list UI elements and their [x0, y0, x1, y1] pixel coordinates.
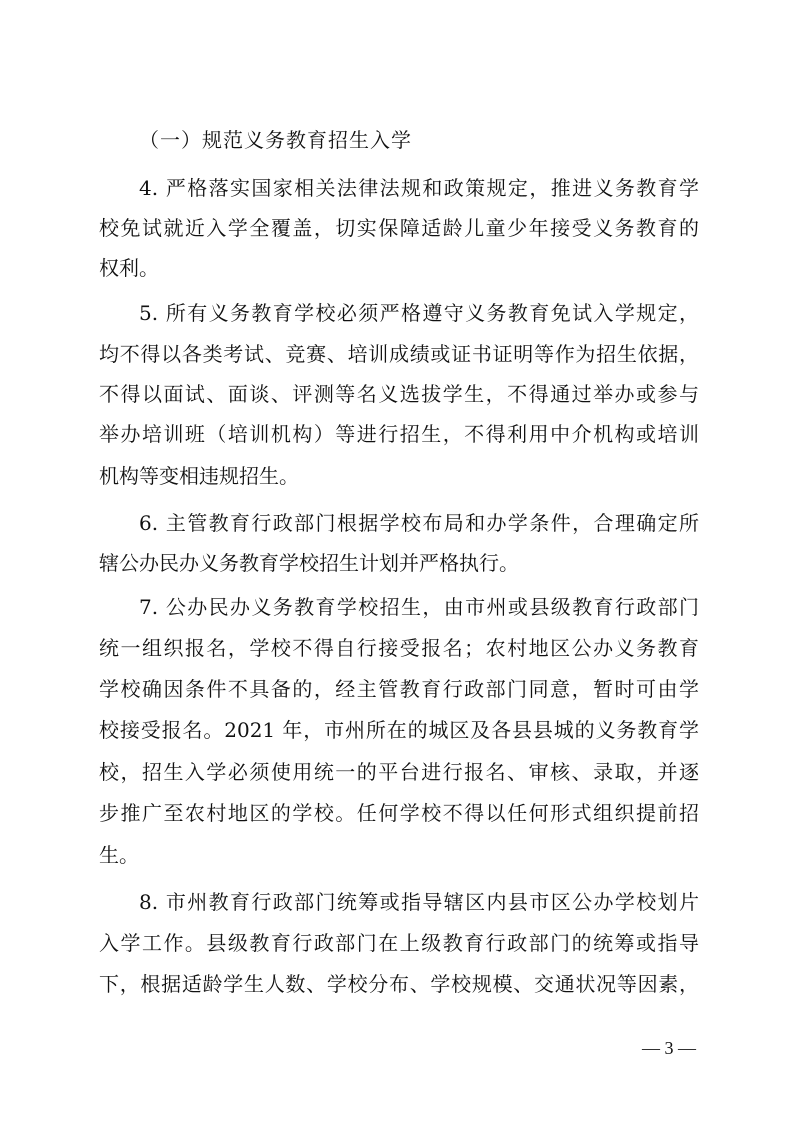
- paragraph-7-line-6: 步推广至农村地区的学校。任何学校不得以任何形式组织提前招: [99, 801, 699, 825]
- paragraph-7-line-1: 7. 公办民办义务教育学校招生，由市州或县级教育行政部门: [139, 595, 699, 619]
- paragraph-7-line-5: 校，招生入学必须使用统一的平台进行报名、审核、录取，并逐: [99, 760, 699, 784]
- paragraph-4-line-1: 4. 严格落实国家相关法律法规和政策规定，推进义务教育学: [139, 176, 699, 200]
- paragraph-8-line-3: 下，根据适龄学生人数、学校分布、学校规模、交通状况等因素，: [99, 972, 699, 996]
- paragraph-4-line-3: 权利。: [99, 256, 159, 280]
- paragraph-5-line-5: 机构等变相违规招生。: [99, 464, 299, 488]
- paragraph-5-line-3: 不得以面试、面谈、评测等名义选拔学生，不得通过举办或参与: [99, 382, 699, 406]
- paragraph-5-line-4: 举办培训班（培训机构）等进行招生，不得利用中介机构或培训: [99, 422, 699, 446]
- paragraph-5-line-1: 5. 所有义务教育学校必须严格遵守义务教育免试入学规定，: [139, 301, 699, 325]
- paragraph-4-line-2: 校免试就近入学全覆盖，切实保障适龄儿童少年接受义务教育的: [99, 216, 699, 240]
- paragraph-6-line-2: 辖公办民办义务教育学校招生计划并严格执行。: [99, 551, 519, 575]
- paragraph-7-line-3: 学校确因条件不具备的，经主管教育行政部门同意，暂时可由学: [99, 677, 699, 701]
- paragraph-7-line-2: 统一组织报名，学校不得自行接受报名；农村地区公办义务教育: [99, 636, 699, 660]
- paragraph-8-line-1: 8. 市州教育行政部门统筹或指导辖区内县市区公办学校划片: [139, 890, 699, 914]
- paragraph-7-line-4: 校接受报名。2021 年，市州所在的城区及各县县城的义务教育学: [99, 718, 699, 742]
- paragraph-5-line-2: 均不得以各类考试、竞赛、培训成绩或证书证明等作为招生依据，: [99, 342, 699, 366]
- paragraph-8-line-2: 入学工作。县级教育行政部门在上级教育行政部门的统筹或指导: [99, 931, 699, 955]
- page-number: — 3 —: [642, 1038, 696, 1058]
- paragraph-6-line-1: 6. 主管教育行政部门根据学校布局和办学条件，合理确定所: [139, 511, 699, 535]
- paragraph-7-line-7: 生。: [99, 843, 139, 867]
- section-heading: （一）规范义务教育招生入学: [139, 128, 412, 152]
